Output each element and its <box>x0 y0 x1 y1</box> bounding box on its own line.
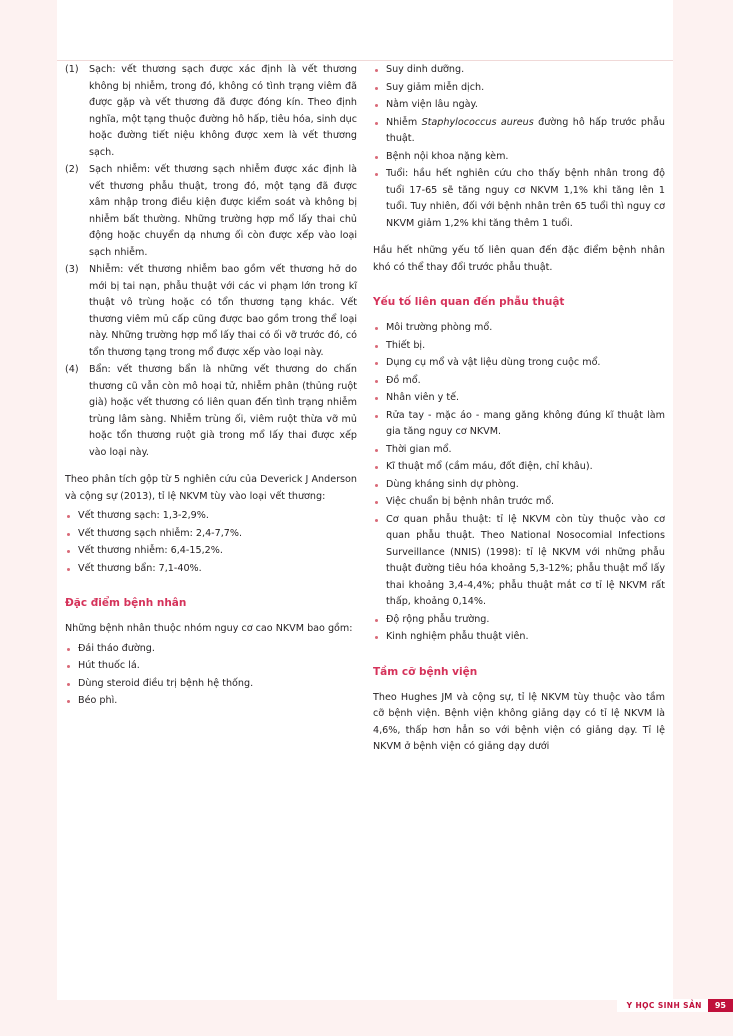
item-number: (2) <box>65 164 79 175</box>
list-item: Vết thương bẩn: 7,1-40%. <box>65 561 357 578</box>
list-item <box>65 62 357 161</box>
list-item: Cơ quan phẫu thuật: tỉ lệ NKVM còn tùy thuộc vào cơ quan phẫu thuật. Theo National Nosocomial Infections Surveillance (NNIS) (1998): tỉ lệ NKVM với những phẫu thuật đường tiêu hóa khoảng 5,3-12%; phẫu thuật mổ lấy thai khoảng 3,4-4,4%; phẫu thuật mắt cơ tỉ lệ NKVM rất thấp, khoảng 0,14%. <box>373 512 665 611</box>
page-header-band <box>57 0 673 61</box>
item-number: (1) <box>65 64 79 75</box>
organism-name: Staphylococcus aureus <box>421 116 534 128</box>
patient-risk-bullets <box>65 641 357 710</box>
list-item: Hút thuốc lá. <box>65 658 357 675</box>
item-text: Sạch nhiễm: vết thương sạch nhiễm được xác định là vết thương phẫu thuật, trong đó, một tạng đã được xâm nhập trong điều kiện được kiểm soát và không bị nhiễm bất thường. Những trường hợp mổ lấy thai chủ động hoặc chuyển dạ nhưng ối còn được xếp vào loại sạch nhiễm. <box>89 164 357 258</box>
bullet-text-pre: Nhiễm <box>386 116 422 128</box>
patient-factor-summary-paragraph: Hầu hết những yếu tố liên quan đến đặc điểm bệnh nhân khó có thể thay đổi trước phẫu thuật. <box>373 245 665 273</box>
footer-journal-title: Y HỌC SINH SẢN <box>617 999 708 1012</box>
list-item: Rửa tay - mặc áo - mang găng không đúng kĩ thuật làm gia tăng nguy cơ NKVM. <box>373 408 665 441</box>
left-column <box>65 62 357 992</box>
heading-patient-characteristics: Đặc điểm bệnh nhân <box>65 597 187 609</box>
list-item: Béo phì. <box>65 693 357 710</box>
item-number: (4) <box>65 364 79 375</box>
list-item: Tuổi: hầu hết nghiên cứu cho thấy bệnh nhân trong độ tuổi 17-65 sẽ tăng nguy cơ NKVM 1,1% khi tăng lên 1 tuổi. Tuy nhiên, đối với bệnh nhân trên 65 tuổi thì nguy cơ NKVM giảm 1,2% khi tăng thêm 1 tuổi. <box>373 166 665 232</box>
list-item: Môi trường phòng mổ. <box>373 320 665 337</box>
list-item: Kĩ thuật mổ (cầm máu, đốt điện, chỉ khâu). <box>373 459 665 476</box>
list-item: Thời gian mổ. <box>373 442 665 459</box>
list-item: Thiết bị. <box>373 338 665 355</box>
heading-hospital-size: Tầm cỡ bệnh viện <box>373 665 478 678</box>
list-item: Vết thương nhiễm: 6,4-15,2%. <box>65 543 357 560</box>
list-item: Vết thương sạch: 1,3-2,9%. <box>65 508 357 525</box>
page-bottom-strip <box>57 1000 673 1036</box>
item-text: Bẩn: vết thương bẩn là những vết thương do chấn thương cũ vẫn còn mô hoại tử, nhiễm phân (thủng ruột già) hoặc vết thương có liên quan đến tình trạng nhiễm trùng lâm sàng. Nhiễm trùng ối, viêm ruột thừa vỡ mủ hoặc tổn thương ruột già trong mổ lấy thai được xếp vào loại này. <box>89 364 357 458</box>
patient-risk-bullets-continued <box>373 62 665 232</box>
list-item: Nhân viên y tế. <box>373 390 665 407</box>
right-column <box>373 62 665 992</box>
high-risk-intro-paragraph: Những bệnh nhân thuộc nhóm nguy cơ cao NKVM bao gồm: <box>65 623 353 634</box>
item-text: Nhiễm: vết thương nhiễm bao gồm vết thương hở do mới bị tai nạn, phẫu thuật với các vi phạm lớn trong kĩ thuật vô trùng hoặc có tổn thương tạng khác. Vết thương viêm mủ cấp cũng được bao gồm trong thể loại này. Những trường hợp mổ lấy thai có ối vỡ trước đó, có tổn thương tạng trong mổ được xếp vào loại này. <box>89 264 357 358</box>
list-item <box>65 362 357 461</box>
list-item: Dụng cụ mổ và vật liệu dùng trong cuộc mổ. <box>373 355 665 372</box>
bullet-text-post: đường hô hấp trước phẫu thuật. <box>386 116 665 144</box>
two-column-body <box>57 62 673 992</box>
list-item: Nằm viện lâu ngày. <box>373 97 665 114</box>
page-footer <box>617 999 733 1012</box>
item-text: Sạch: vết thương sạch được xác định là vết thương không bị nhiễm, trong đó, không có tình trạng viêm đã được gặp và vết thương đã được đóng kín. Theo định nghĩa, một tạng thuộc đường hô hấp, tiêu hóa, sinh dục hoặc đường tiết niệu không được xem là vết thương sạch. <box>89 64 358 158</box>
surgery-factor-bullets <box>373 320 665 646</box>
wound-class-list <box>65 62 357 461</box>
list-item: Đồ mổ. <box>373 373 665 390</box>
list-item: Suy giảm miễn dịch. <box>373 80 665 97</box>
list-item: Đái tháo đường. <box>65 641 357 658</box>
item-number: (3) <box>65 264 79 275</box>
list-item: Kinh nghiệm phẫu thuật viên. <box>373 629 665 646</box>
list-item: Dùng steroid điều trị bệnh hệ thống. <box>65 676 357 693</box>
footer-page-number: 95 <box>708 999 733 1012</box>
list-item <box>65 162 357 261</box>
list-item-staph <box>373 115 665 148</box>
list-item: Dùng kháng sinh dự phòng. <box>373 477 665 494</box>
list-item: Bệnh nội khoa nặng kèm. <box>373 149 665 166</box>
meta-analysis-paragraph: Theo phân tích gộp từ 5 nghiên cứu của Deverick J Anderson và cộng sự (2013), tỉ lệ NKVM tùy vào loại vết thương: <box>65 474 357 502</box>
wound-rate-bullets <box>65 508 357 577</box>
heading-surgery-factors: Yếu tố liên quan đến phẫu thuật <box>373 296 565 308</box>
list-item: Độ rộng phẫu trường. <box>373 612 665 629</box>
list-item: Việc chuẩn bị bệnh nhân trước mổ. <box>373 494 665 511</box>
list-item <box>65 262 357 361</box>
list-item: Suy dinh dưỡng. <box>373 62 665 79</box>
list-item: Vết thương sạch nhiễm: 2,4-7,7%. <box>65 526 357 543</box>
hospital-size-paragraph: Theo Hughes JM và cộng sự, tỉ lệ NKVM tùy thuộc vào tầm cỡ bệnh viện. Bệnh viện không giảng dạy có tỉ lệ NKVM là 4,6%, thấp hơn hẳn so với bệnh viện có giảng dạy. Tỉ lệ NKVM ở bệnh viện có giảng dạy dưới <box>373 691 665 752</box>
